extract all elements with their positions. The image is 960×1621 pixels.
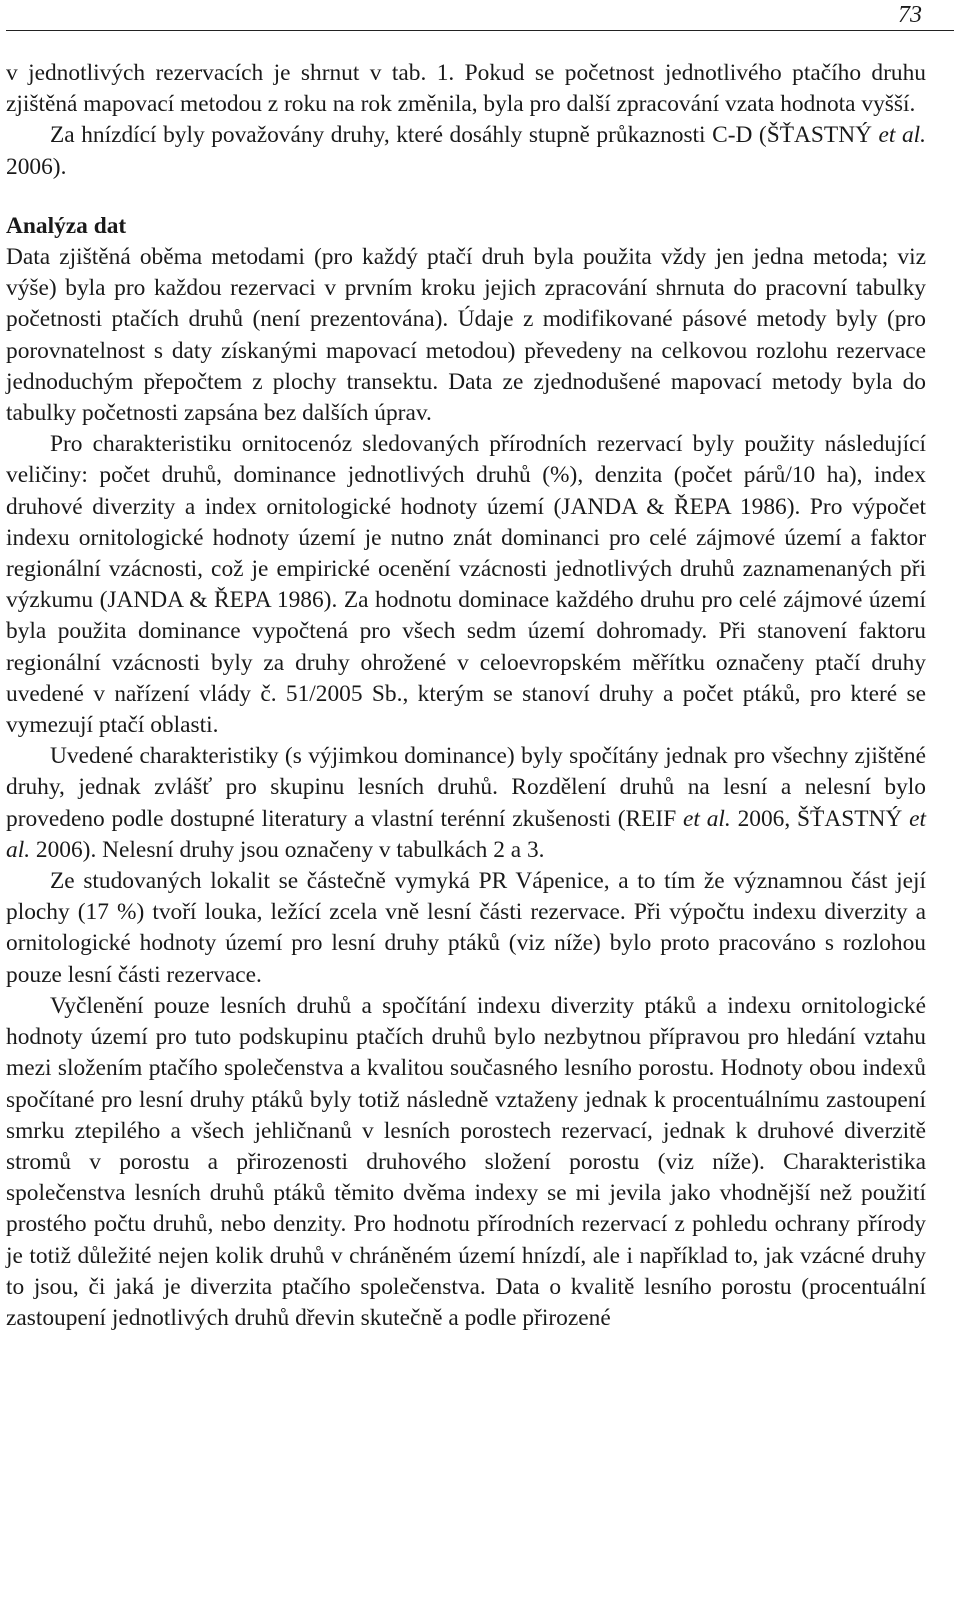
paragraph-5-text-c: 2006). Nelesní druhy jsou označeny v tabulkách 2 a 3. xyxy=(30,836,545,863)
paragraph-6: Ze studovaných lokalit se částečně vymyká PR Vápenice, a to tím že významnou část její plochy (17 %) tvoří louka, ležící zcela vně lesní části rezervace. Při výpočtu indexu diverzity a ornitologické hodnoty území pro lesní druhy ptáků (viz níže) bylo proto pracováno s rozlohou pouze lesní části rezervace. xyxy=(6,868,926,988)
paragraph-3: Data zjištěná oběma metodami (pro každý ptačí druh byla použita vždy jen jedna metoda; viz výše) byla pro každou rezervaci v prvním kroku jejich zpracování shrnuta do pracovní tabulky početnosti ptačích druhů (není prezentována). Údaje z modifikované pásové metody byly (pro porovnatelnost s daty získanými mapovací metodou) převedeny na celkovou rozlohu rezervace jednoduchým přepočtem z plochy transektu. Data ze zjednodušené mapovací metody byla do tabulky početnosti zapsána bez dalších úprav. xyxy=(6,244,926,427)
paragraph-4: Pro charakteristiku ornitocenóz sledovaných přírodních rezervací byly použity následující veličiny: počet druhů, dominance jednotlivých druhů (%), denzita (počet párů/10 ha), index druhové diverzity a index ornitologické hodnoty území (JANDA & ŘEPA 1986). Pro výpočet indexu ornitologické hodnoty území je nutno znát dominanci pro celé zájmové území a faktor regionální vzácnosti, což je empirické ocenění vzácnosti jednotlivých druhů zaznamenaných při výzkumu (JANDA & ŘEPA 1986). Za hodnotu dominace každého druhu pro celé zájmové území byla použita dominance vypočtená pro všech sedm území dohromady. Při stanovení faktoru regionální vzácnosti byly za druhy ohrožené v celoevropském měřítku označeny ptačí druhy uvedené v nařízení vlády č. 51/2005 Sb., kterým se stanoví druhy a počet ptáků, pro které se vymezují ptačí oblasti. xyxy=(6,431,926,739)
header-rule xyxy=(6,30,954,31)
paragraph-5-et-al-2: et al. xyxy=(6,805,926,863)
paragraph-5-et-al-1: et al. xyxy=(683,805,731,832)
paragraph-2-text-b: 2006). xyxy=(6,153,67,180)
paragraph-2-et-al: et al. xyxy=(878,122,926,149)
paragraph-5 xyxy=(6,741,926,866)
paragraph-5-text-a: Uvedené charakteristiky (s výjimkou dominance) byly spočítány jednak pro všechny zjištěné druhy, jednak zvlášť pro skupinu lesních druhů. Rozdělení druhů na lesní a nelesní bylo provedeno podle dostupné literatury a vlastní terénní zkušenosti (REIF xyxy=(6,743,926,832)
paragraph-2-text-a: Za hnízdící byly považovány druhy, které dosáhly stupně průkaznosti C-D (ŠŤASTNÝ xyxy=(50,122,879,149)
paragraph-1: v jednotlivých rezervacích je shrnut v tab. 1. Pokud se početnost jednotlivého ptačího druhu zjištěná mapovací metodou z roku na rok změnila, byla pro další zpracování vzata hodnota vyšší. xyxy=(6,60,926,118)
page-number: 73 xyxy=(898,2,922,28)
section-heading: Analýza dat xyxy=(6,212,127,239)
article-body xyxy=(6,58,926,1334)
paragraph-5-text-b: 2006, ŠŤASTNÝ xyxy=(730,805,910,832)
paragraph-7: Vyčlenění pouze lesních druhů a spočítání indexu diverzity ptáků a indexu ornitologické hodnoty území pro tuto podskupinu ptačích druhů bylo nezbytnou přípravou pro hledání vztahu mezi složením ptačího společenstva a kvalitou současného lesního porostu. Hodnoty obou indexů spočítané pro lesní druhy ptáků byly totiž následně vztaženy jednak k procentuálnímu zastoupení smrku ztepilého a všech jehličnanů v lesních porostech rezervací, jednak k druhové diverzitě stromů v porostu a přirozenosti druhového složení porostu (viz níže). Charakteristika společenstva lesních druhů ptáků těmito dvěma indexy se mi jevila jako vhodnější než použití prostého počtu druhů, nebo denzity. Pro hodnotu přírodních rezervací z pohledu ochrany přírody je totiž důležité nejen kolik druhů v chráněném území hnízdí, ale i například to, jak vzácné druhy to jsou, či jaká je diverzita ptačího společenstva. Data o kvalitě lesního porostu (procentuální zastoupení jednotlivých druhů dřevin skutečně a podle přirozené xyxy=(6,992,926,1331)
paragraph-2 xyxy=(6,120,926,182)
